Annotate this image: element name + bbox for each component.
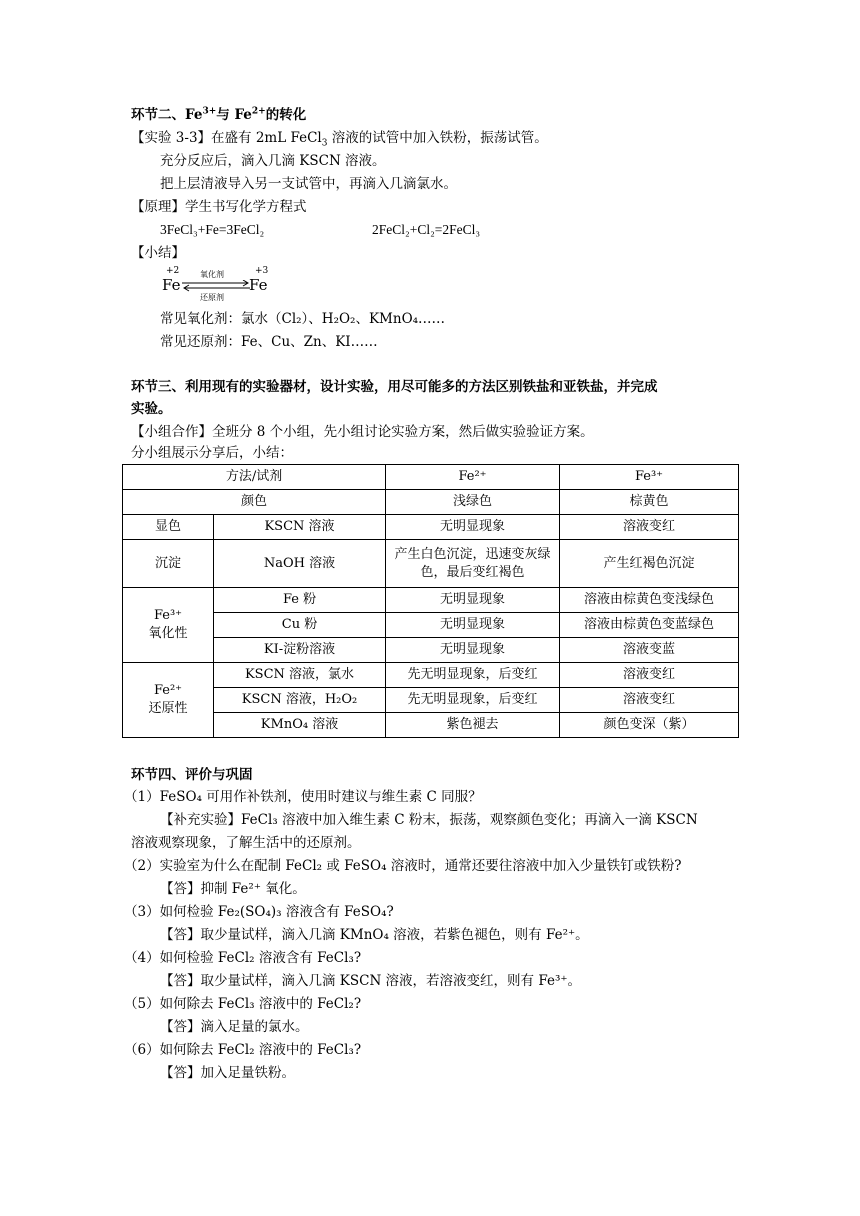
- equation-2: 2FeCl₂+Cl₂=2FeCl₃: [372, 222, 481, 237]
- principle-line: 【原理】学生书写化学方程式: [131, 199, 307, 215]
- fe-right: Fe: [249, 276, 268, 294]
- header-method: 方法/试剂: [123, 465, 386, 490]
- color-label: 颜色: [123, 490, 386, 515]
- question-3: （3）如何检验 Fe₂(SO₄)₃ 溶液含有 FeSO₄?: [124, 904, 394, 920]
- red3-fe3: 颜色变深（紫）: [560, 713, 739, 738]
- section-4-heading: 环节四、评价与巩固: [131, 767, 253, 783]
- ox3-reagent: KI-淀粉溶液: [214, 638, 386, 663]
- table-row: [123, 663, 739, 688]
- red2-fe2: 先无明显现象，后变红: [386, 688, 560, 713]
- question-4: （4）如何检验 FeCl₂ 溶液含有 FeCl₃?: [124, 950, 362, 966]
- table-row: [123, 490, 739, 515]
- section-3-heading-line1: 环节三、利用现有的实验器材，设计实验，用尽可能多的方法区别铁盐和亚铁盐，并完成: [131, 379, 658, 395]
- table-row: [123, 515, 739, 540]
- precip-fe3: 产生红褐色沉淀: [560, 540, 739, 588]
- experiment-line-3: 把上层清液导入另一支试管中，再滴入几滴氯水。: [160, 176, 457, 192]
- answer-5: 【答】滴入足量的氯水。: [160, 1019, 309, 1035]
- red1-fe3: 溶液变红: [560, 663, 739, 688]
- red1-fe2: 先无明显现象，后变红: [386, 663, 560, 688]
- answer-6: 【答】加入足量铁粉。: [160, 1065, 295, 1081]
- ox2-fe2: 无明显现象: [386, 613, 560, 638]
- experiment-line-2: 充分反应后，滴入几滴 KSCN 溶液。: [160, 153, 386, 169]
- answer-4: 【答】取少量试样，滴入几滴 KSCN 溶液，若溶液变红，则有 Fe³⁺。: [160, 973, 582, 989]
- ox1-fe2: 无明显现象: [386, 588, 560, 613]
- table-row: [123, 613, 739, 638]
- common-oxidants: 常见氧化剂：氯水（Cl₂）、H₂O₂、KMnO₄……: [160, 311, 446, 327]
- summary-tag: 【小结】: [131, 245, 185, 261]
- redox-arrows: [180, 280, 252, 292]
- fe-left: Fe: [162, 276, 181, 294]
- display-reagent: KSCN 溶液: [214, 515, 386, 540]
- table-row: [123, 713, 739, 738]
- reduction-label-cell: [123, 663, 214, 738]
- question-1-note-line1: 【补充实验】FeCl₃ 溶液中加入维生素 C 粉末，振荡，观察颜色变化；再滴入一滴 KSCN: [160, 812, 698, 828]
- oxidation-ion: Fe³⁺: [153, 608, 183, 623]
- header-fe3: Fe³⁺: [560, 465, 739, 490]
- question-1: （1）FeSO₄ 可用作补铁剂，使用时建议与维生素 C 同服？: [124, 789, 482, 805]
- question-5: （5）如何除去 FeCl₃ 溶液中的 FeCl₂?: [124, 996, 362, 1012]
- section-3-heading-line2: 实验。: [131, 401, 172, 417]
- valence-left: +2: [166, 266, 180, 276]
- reductant-label: 还原剂: [200, 293, 224, 302]
- color-fe3: 棕黄色: [560, 490, 739, 515]
- ox1-reagent: Fe 粉: [214, 588, 386, 613]
- question-1-note-line2: 溶液观察现象，了解生活中的还原剂。: [131, 835, 361, 851]
- answer-2: 【答】抑制 Fe²⁺ 氧化。: [160, 881, 306, 897]
- answer-3: 【答】取少量试样，滴入几滴 KMnO₄ 溶液，若紫色褪色，则有 Fe²⁺。: [160, 927, 589, 943]
- fe-ion-comparison-table: [122, 464, 739, 738]
- question-2: （2）实验室为什么在配制 FeCl₂ 或 FeSO₄ 溶液时，通常还要往溶液中加入少量铁钉或铁粉?: [124, 858, 682, 874]
- ox1-fe3: 溶液由棕黄色变浅绿色: [560, 588, 739, 613]
- display-fe3: 溶液变红: [560, 515, 739, 540]
- experiment-line-1: 【实验 3-3】在盛有 2mL FeCl$_3$ 溶液的试管中加入铁粉，振荡试管。: [131, 130, 548, 149]
- reduction-text: 还原性: [148, 701, 188, 716]
- table-row: [123, 465, 739, 490]
- oxidation-text: 氧化性: [148, 626, 188, 641]
- table-row: [123, 638, 739, 663]
- oxidation-label-cell: [123, 588, 214, 663]
- valence-right: +3: [255, 266, 269, 276]
- ox2-reagent: Cu 粉: [214, 613, 386, 638]
- equation-1: 3FeCl₃+Fe=3FeCl₂: [160, 222, 265, 237]
- display-fe2: 无明显现象: [386, 515, 560, 540]
- color-fe2: 浅绿色: [386, 490, 560, 515]
- table-row: [123, 540, 739, 588]
- red3-fe2: 紫色褪去: [386, 713, 560, 738]
- header-fe2: Fe²⁺: [386, 465, 560, 490]
- question-6: （6）如何除去 FeCl₂ 溶液中的 FeCl₃?: [124, 1042, 362, 1058]
- reduction-ion: Fe²⁺: [153, 683, 183, 698]
- precip-fe2: 产生白色沉淀，迅速变灰绿色，最后变红褐色: [386, 540, 560, 588]
- ox3-fe3: 溶液变蓝: [560, 638, 739, 663]
- red2-fe3: 溶液变红: [560, 688, 739, 713]
- fe-conversion-diagram: [160, 266, 280, 306]
- ox3-fe2: 无明显现象: [386, 638, 560, 663]
- group-summary-line: 分小组展示分享后，小结：: [131, 445, 293, 461]
- red3-reagent: KMnO₄ 溶液: [214, 713, 386, 738]
- red1-reagent: KSCN 溶液，氯水: [214, 663, 386, 688]
- common-reductants: 常见还原剂：Fe、Cu、Zn、KI……: [160, 334, 378, 350]
- precip-reagent: NaOH 溶液: [214, 540, 386, 588]
- oxidant-label: 氧化剂: [200, 270, 224, 279]
- red2-reagent: KSCN 溶液，H₂O₂: [214, 688, 386, 713]
- section-2-heading: 环节二、$Fe^{3+}$与 $Fe^{2+}$的转化: [131, 106, 307, 123]
- ox2-fe3: 溶液由棕黄色变蓝绿色: [560, 613, 739, 638]
- table-row: [123, 688, 739, 713]
- display-label: 显色: [123, 515, 214, 540]
- table-row: [123, 588, 739, 613]
- precip-label: 沉淀: [123, 540, 214, 588]
- group-work-line: 【小组合作】全班分 8 个小组，先小组讨论实验方案，然后做实验验证方案。: [131, 424, 594, 440]
